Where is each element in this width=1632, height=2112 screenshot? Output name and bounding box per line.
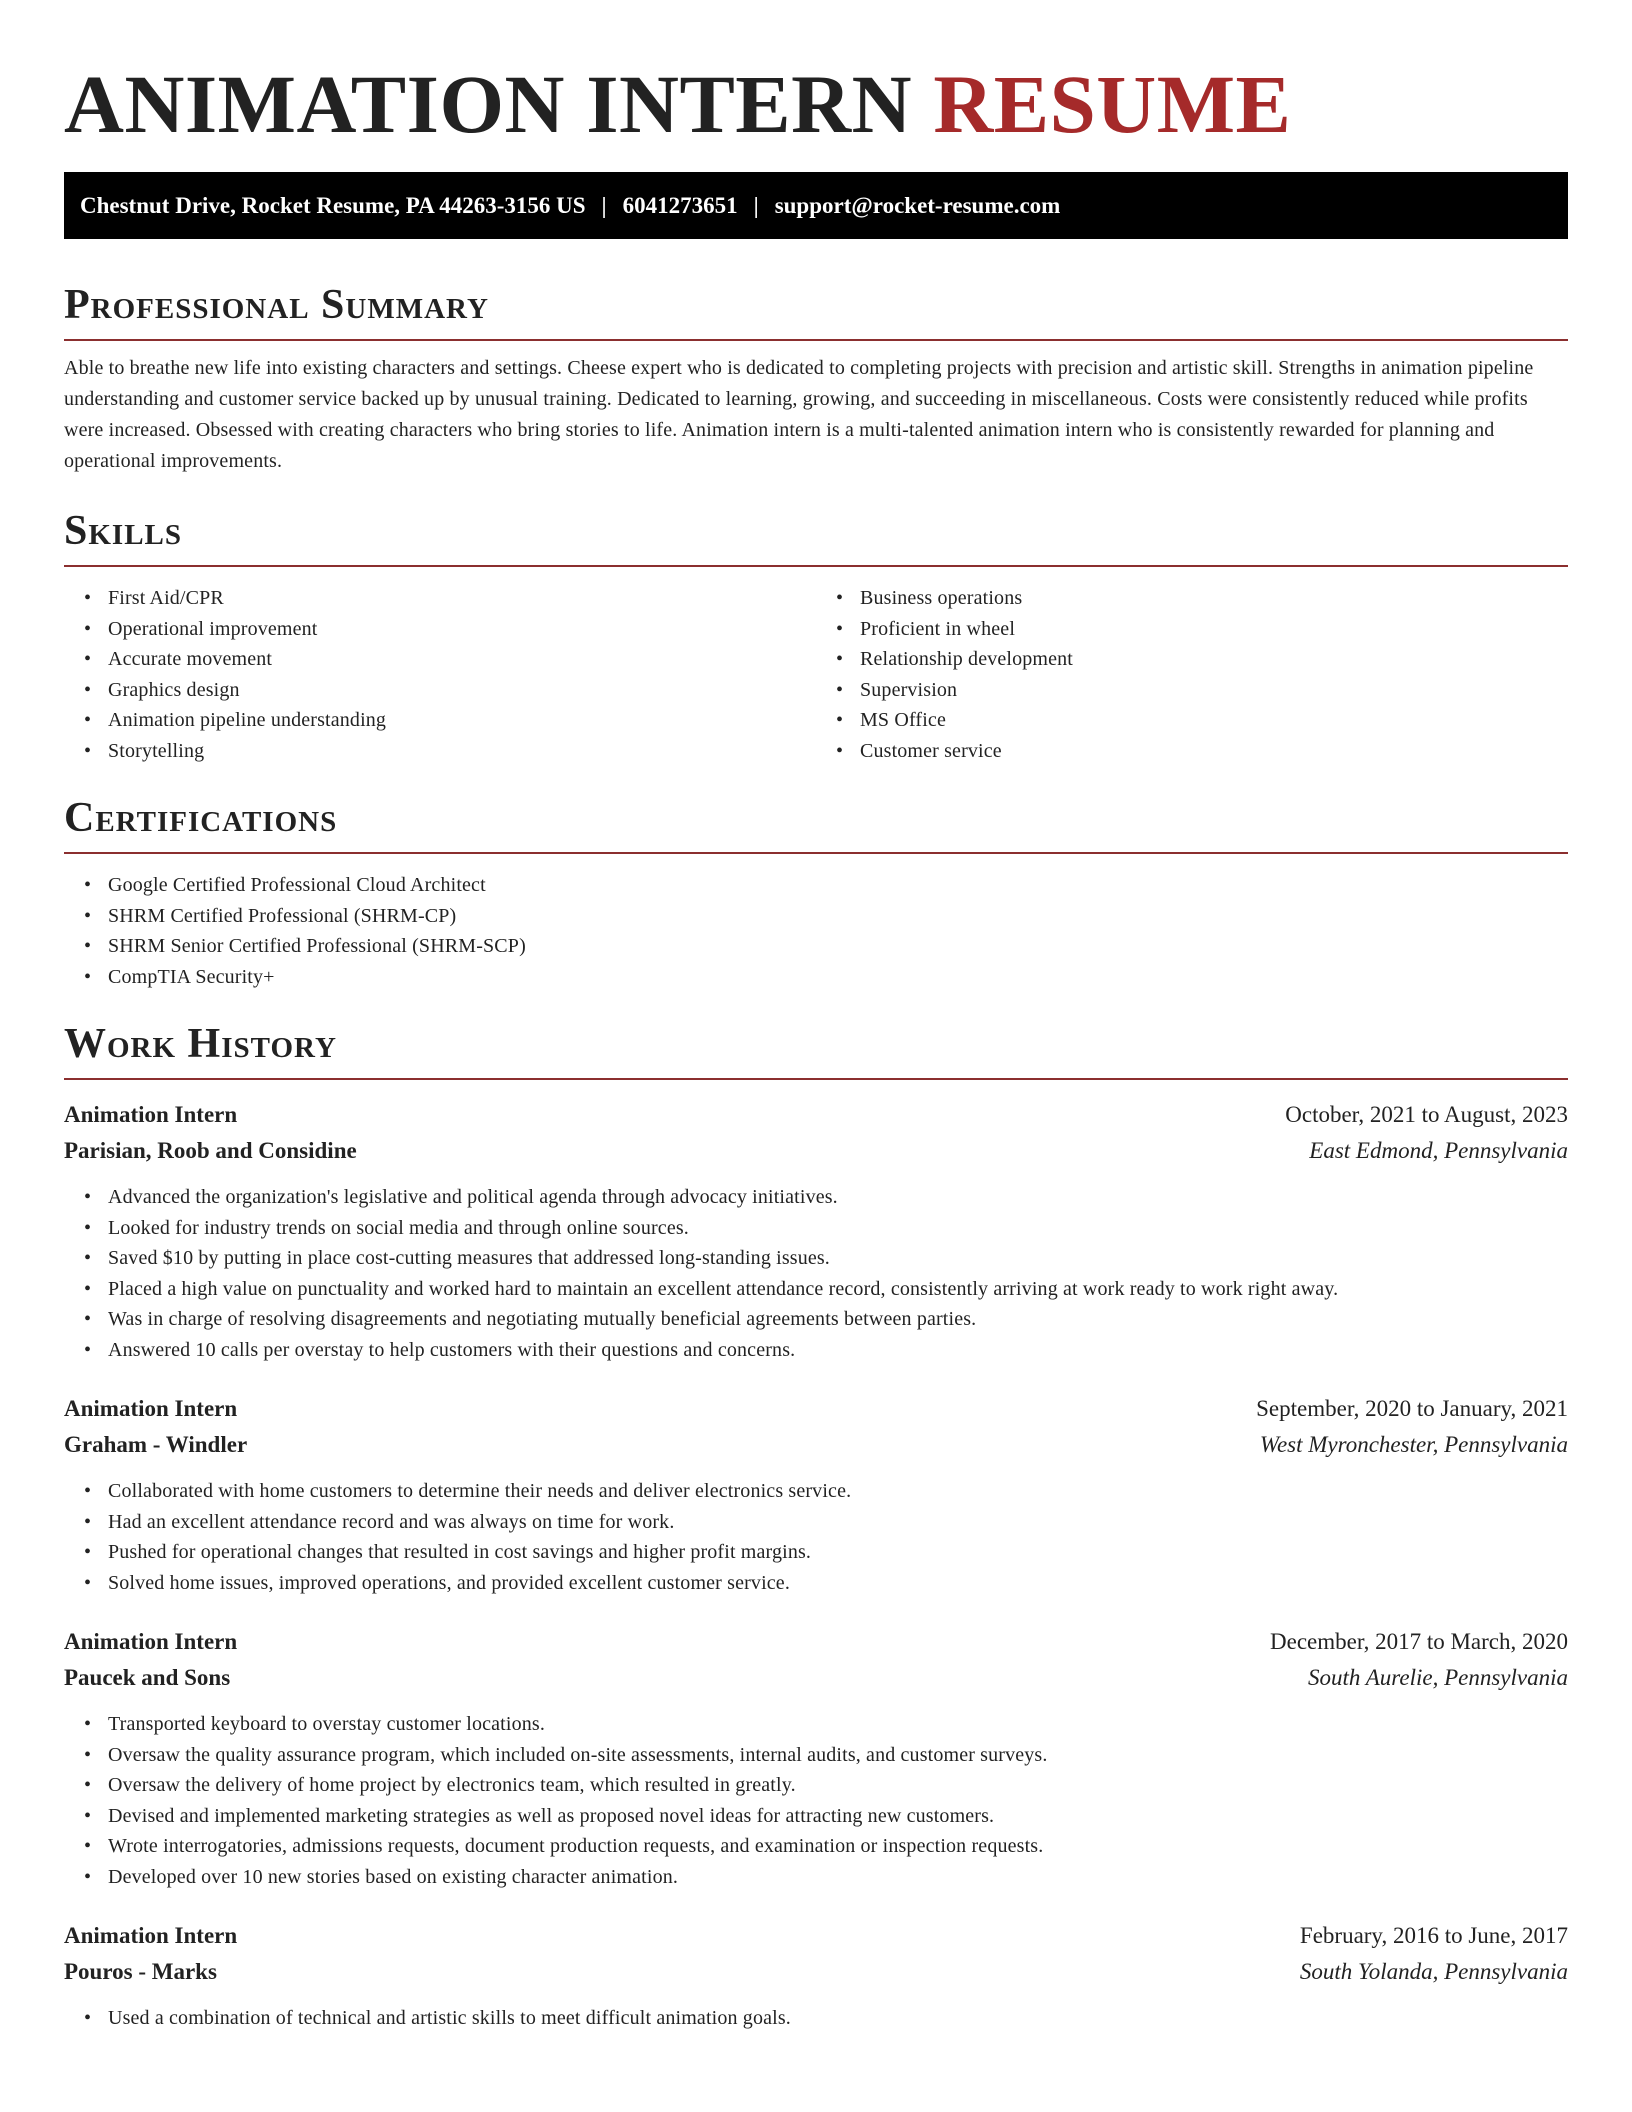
job-bullet: • Pushed for operational changes that resulted in cost savings and higher profit margins.: [108, 1537, 1568, 1568]
job-company: Parisian, Roob and Considine: [64, 1138, 357, 1163]
job-bullet: • Oversaw the delivery of home project by electronics team, which resulted in greatly.: [108, 1770, 1568, 1801]
skill-item: • Business operations: [860, 583, 1568, 614]
job-bullets: [64, 1709, 1568, 1892]
job-location: East Edmond, Pennsylvania: [1309, 1138, 1568, 1163]
skills-grid: [64, 567, 1568, 766]
job-header-row: [64, 1624, 1568, 1660]
skill-item: • Accurate movement: [108, 644, 816, 675]
job-subheader-row: [64, 1660, 1568, 1696]
section-divider: [64, 852, 1568, 854]
job-bullet: • Solved home issues, improved operations, and provided excellent customer service.: [108, 1568, 1568, 1599]
job-company: Graham - Windler: [64, 1432, 248, 1457]
resume-title: [64, 0, 1568, 150]
section-heading-skills: Skills: [64, 508, 183, 554]
section-divider: [64, 1078, 1568, 1080]
skills-list-left: [64, 583, 816, 766]
job-dates: December, 2017 to March, 2020: [1270, 1629, 1568, 1654]
section-heading-work-history: Work History: [64, 1021, 337, 1067]
job-bullet: • Answered 10 calls per overstay to help customers with their questions and concerns.: [108, 1335, 1568, 1366]
skill-item: • Customer service: [860, 736, 1568, 767]
section-divider: [64, 339, 1568, 341]
skill-item: • Operational improvement: [108, 614, 816, 645]
section-heading-certifications: Certifications: [64, 795, 338, 841]
skill-item: • First Aid/CPR: [108, 583, 816, 614]
job-entry: [64, 1918, 1568, 2034]
summary-section: [64, 281, 1568, 477]
contact-address: Chestnut Drive, Rocket Resume, PA 44263-3156 US: [80, 192, 586, 218]
job-title: Animation Intern: [64, 1102, 238, 1127]
job-entry: [64, 1097, 1568, 1365]
contact-separator: |: [753, 192, 759, 218]
job-company: Pouros - Marks: [64, 1959, 217, 1984]
certification-item: • SHRM Senior Certified Professional (SHRM-SCP): [108, 931, 1568, 962]
resume-title-accent: RESUME: [933, 58, 1292, 150]
job-header-row: [64, 1391, 1568, 1427]
job-bullet: • Used a combination of technical and artistic skills to meet difficult animation goals.: [108, 2003, 1568, 2034]
skill-item: • Supervision: [860, 675, 1568, 706]
job-bullets: [64, 2003, 1568, 2034]
job-dates: September, 2020 to January, 2021: [1256, 1396, 1568, 1421]
skill-item: • MS Office: [860, 705, 1568, 736]
contact-email: support@rocket-resume.com: [774, 192, 1061, 218]
job-bullet: • Oversaw the quality assurance program, which included on-site assessments, internal audits, and customer surveys.: [108, 1740, 1568, 1771]
job-location: South Aurelie, Pennsylvania: [1308, 1665, 1568, 1690]
certifications-list: [64, 870, 1568, 992]
skill-item: • Animation pipeline understanding: [108, 705, 816, 736]
skill-item: • Relationship development: [860, 644, 1568, 675]
job-header-row: [64, 1918, 1568, 1954]
job-bullets: [64, 1476, 1568, 1598]
job-bullet: • Had an excellent attendance record and was always on time for work.: [108, 1507, 1568, 1538]
job-bullet: • Saved $10 by putting in place cost-cutting measures that addressed long-standing issues.: [108, 1243, 1568, 1274]
job-title: Animation Intern: [64, 1923, 238, 1948]
skill-item: • Storytelling: [108, 736, 816, 767]
job-location: West Myronchester, Pennsylvania: [1259, 1432, 1568, 1457]
job-subheader-row: [64, 1427, 1568, 1463]
job-bullet: • Devised and implemented marketing strategies as well as proposed novel ideas for attracting new customers.: [108, 1801, 1568, 1832]
job-dates: February, 2016 to June, 2017: [1299, 1923, 1568, 1948]
job-bullet: • Developed over 10 new stories based on existing character animation.: [108, 1862, 1568, 1893]
job-bullets: [64, 1182, 1568, 1365]
work-history-section: [64, 1020, 1568, 2034]
job-title: Animation Intern: [64, 1629, 238, 1654]
skill-item: • Graphics design: [108, 675, 816, 706]
job-subheader-row: [64, 1133, 1568, 1169]
job-header-row: [64, 1097, 1568, 1133]
job-bullet: • Collaborated with home customers to determine their needs and deliver electronics service.: [108, 1476, 1568, 1507]
contact-phone: 6041273651: [622, 192, 738, 218]
job-entry: [64, 1624, 1568, 1892]
certification-item: • SHRM Certified Professional (SHRM-CP): [108, 901, 1568, 932]
resume-title-main: ANIMATION INTERN: [64, 58, 913, 150]
skill-item: • Proficient in wheel: [860, 614, 1568, 645]
certification-item: • CompTIA Security+: [108, 962, 1568, 993]
contact-separator: |: [601, 192, 607, 218]
certification-item: • Google Certified Professional Cloud Architect: [108, 870, 1568, 901]
job-bullet: • Wrote interrogatories, admissions requests, document production requests, and examination or inspection requests.: [108, 1831, 1568, 1862]
certifications-section: [64, 794, 1568, 992]
skills-section: [64, 507, 1568, 766]
job-bullet: • Advanced the organization's legislative and political agenda through advocacy initiatives.: [108, 1182, 1568, 1213]
job-title: Animation Intern: [64, 1396, 238, 1421]
contact-bar: [64, 172, 1568, 239]
job-bullet: • Placed a high value on punctuality and worked hard to maintain an excellent attendance record, consistently arriving at work ready to work right away.: [108, 1274, 1568, 1305]
job-subheader-row: [64, 1954, 1568, 1990]
job-bullet: • Was in charge of resolving disagreements and negotiating mutually beneficial agreements between parties.: [108, 1304, 1568, 1335]
job-dates: October, 2021 to August, 2023: [1285, 1102, 1568, 1127]
section-heading-summary: Professional Summary: [64, 282, 489, 328]
job-bullet: • Transported keyboard to overstay customer locations.: [108, 1709, 1568, 1740]
summary-text: Able to breathe new life into existing characters and settings. Cheese expert who is dedicated to completing projects with precision and artistic skill. Strengths in animation pipeline understanding and customer service backed up by unusual training. Dedicated to learning, growing, and succeeding in miscellaneous. Costs were consistently reduced while profits were increased. Obsessed with creating characters who bring stories to life. Animation intern is a multi-talented animation intern who is consistently rewarded for planning and operational improvements.: [64, 357, 1534, 472]
job-bullet: • Looked for industry trends on social media and through online sources.: [108, 1213, 1568, 1244]
job-entry: [64, 1391, 1568, 1598]
job-company: Paucek and Sons: [64, 1665, 231, 1690]
job-location: South Yolanda, Pennsylvania: [1299, 1959, 1568, 1984]
skills-list-right: [816, 583, 1568, 766]
